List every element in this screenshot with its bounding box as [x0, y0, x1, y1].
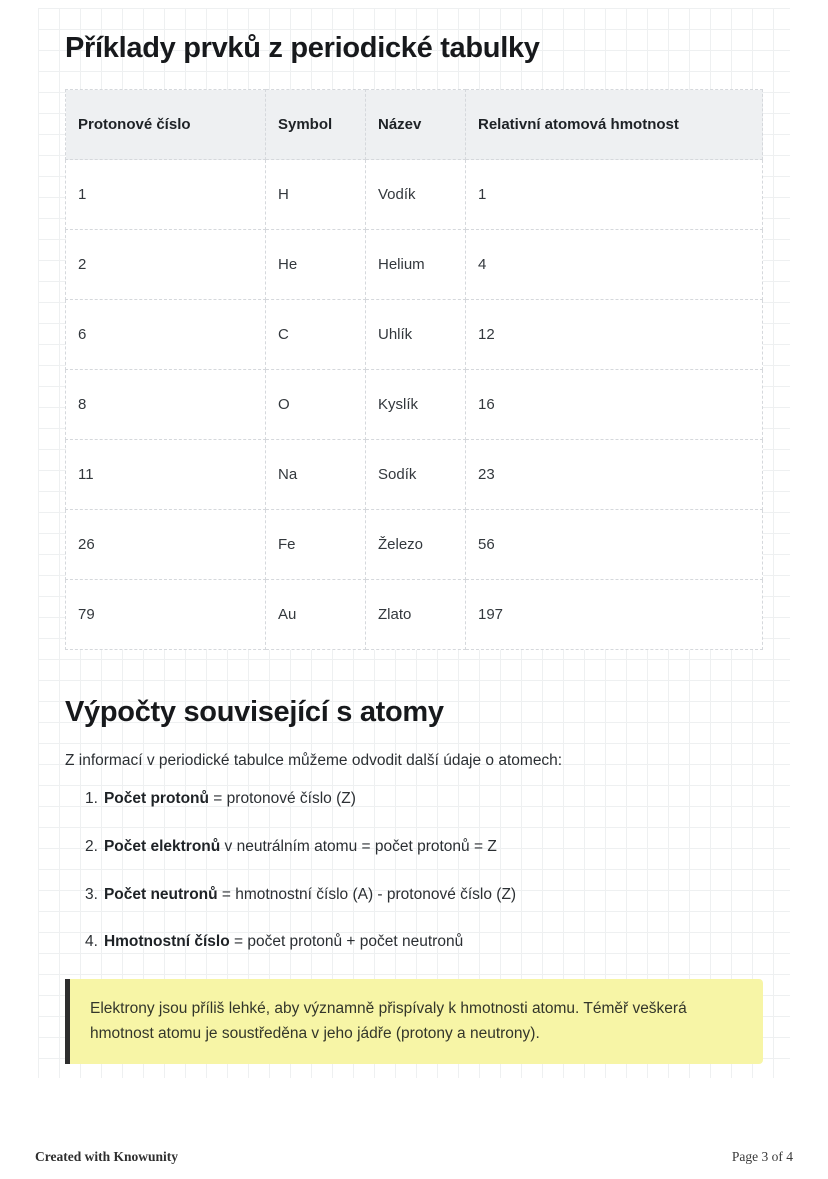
table-cell: 4	[466, 230, 763, 300]
table-cell: Uhlík	[366, 300, 466, 370]
list-item	[85, 836, 763, 858]
list-item-text: v neutrálním atomu = počet protonů = Z	[220, 837, 497, 855]
table-row	[66, 440, 763, 510]
table-cell: Zlato	[366, 580, 466, 650]
table-cell: Vodík	[366, 160, 466, 230]
table-cell: 1	[466, 160, 763, 230]
list-item-number: 1.	[85, 790, 98, 808]
table-row	[66, 370, 763, 440]
table-cell: O	[266, 370, 366, 440]
table-cell: 1	[66, 160, 266, 230]
footer-credit: Created with Knowunity	[35, 1149, 179, 1164]
table-cell: Fe	[266, 510, 366, 580]
table-cell: C	[266, 300, 366, 370]
document-page	[38, 8, 790, 1078]
list-item-number: 4.	[85, 933, 98, 951]
table-cell: Na	[266, 440, 366, 510]
table-cell: Kyslík	[366, 370, 466, 440]
table-cell: H	[266, 160, 366, 230]
table-cell: 12	[466, 300, 763, 370]
section-title: Výpočty související s atomy	[65, 696, 444, 729]
list-item	[85, 788, 763, 810]
table-cell: 8	[66, 370, 266, 440]
table-cell: 2	[66, 230, 266, 300]
table-cell: 16	[466, 370, 763, 440]
list-item-bold: Počet elektronů	[103, 837, 221, 855]
table-cell: Helium	[366, 230, 466, 300]
footer-page-number: Page 3 of 4	[731, 1149, 793, 1164]
callout-text: Elektrony jsou příliš lehké, aby významně přispívaly k hmotnosti atomu. Téměř veškerá hmotnost atomu je soustředěna v jeho jádře (protony a neutrony).	[90, 999, 687, 1043]
list-item-bold: Počet neutronů	[103, 885, 218, 903]
table-cell: 26	[66, 510, 266, 580]
table-cell: Sodík	[366, 440, 466, 510]
table-cell: 11	[66, 440, 266, 510]
table-header-cell: Symbol	[266, 90, 366, 160]
list-item-bold: Počet protonů	[103, 790, 209, 808]
table-header-row	[66, 90, 763, 160]
list-item-bold: Hmotnostní číslo	[103, 933, 230, 951]
table-cell: Železo	[366, 510, 466, 580]
list-item-text: = počet protonů + počet neutronů	[229, 933, 464, 951]
list-item	[85, 884, 763, 906]
table-cell: Au	[266, 580, 366, 650]
page-footer	[35, 1149, 793, 1165]
table-header-cell: Název	[366, 90, 466, 160]
table-cell: 56	[466, 510, 763, 580]
intro-paragraph: Z informací v periodické tabulce můžeme odvodit další údaje o atomech:	[65, 751, 563, 769]
list-item-number: 3.	[85, 885, 98, 903]
table-row	[66, 300, 763, 370]
callout	[65, 979, 763, 1064]
elements-table	[65, 89, 763, 650]
table-header-cell: Relativní atomová hmotnost	[466, 90, 763, 160]
table-row	[66, 230, 763, 300]
table-header-cell: Protonové číslo	[66, 90, 266, 160]
table-cell: 23	[466, 440, 763, 510]
list-item-text: = hmotnostní číslo (A) - protonové číslo (Z)	[217, 885, 517, 903]
list-item-text: = protonové číslo (Z)	[209, 790, 356, 808]
table-row	[66, 510, 763, 580]
table-cell: He	[266, 230, 366, 300]
table-cell: 6	[66, 300, 266, 370]
table-cell: 197	[466, 580, 763, 650]
list-item	[85, 931, 763, 953]
table-cell: 79	[66, 580, 266, 650]
list-item-number: 2.	[85, 837, 98, 855]
numbered-list	[85, 788, 763, 953]
page-title: Příklady prvků z periodické tabulky	[65, 32, 540, 64]
table-row	[66, 160, 763, 230]
table-row	[66, 580, 763, 650]
